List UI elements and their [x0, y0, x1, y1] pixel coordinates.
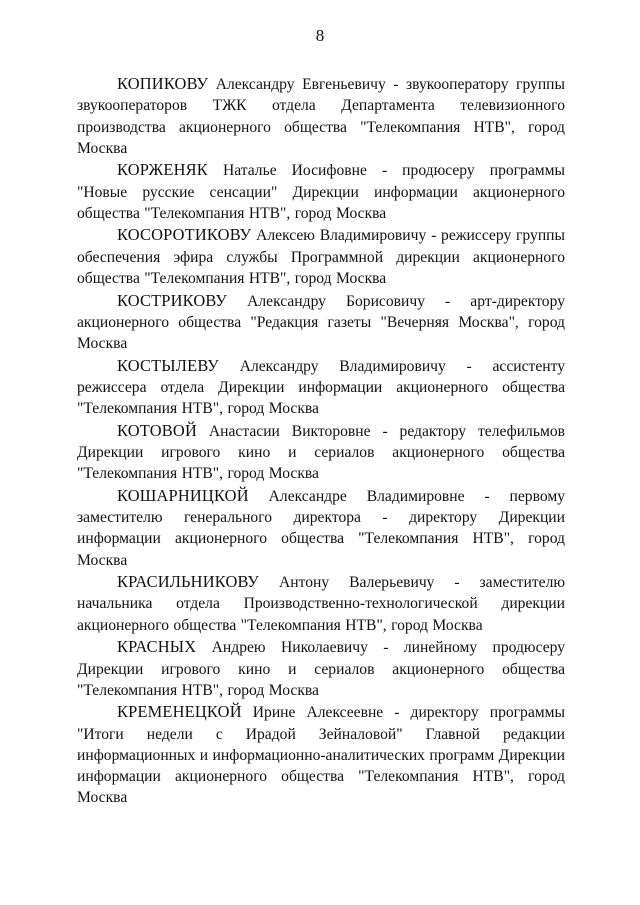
list-item — [77, 420, 565, 485]
entry-surname: КРАСИЛЬНИКОВУ — [117, 572, 260, 592]
list-item — [77, 73, 565, 159]
entry-text: Антону Валерьевичу - заместителю начальника отдела Производственно-технологической дирекции акционерного общества "Телекомпания НТВ", город Москва — [77, 574, 565, 634]
list-item — [77, 159, 565, 224]
entry-surname: КРЕМЕНЕЦКОЙ — [117, 702, 242, 722]
award-list — [77, 73, 565, 809]
entry-surname: КОСТРИКОВУ — [117, 290, 228, 310]
list-item — [77, 224, 565, 289]
entry-surname: КРАСНЫХ — [117, 637, 197, 657]
entry-text: Ирине Алексеевне - директору программы "Итоги недели с Ирадой Зейналовой" Главной редакции информационных и информационно-аналитических программ Дирекции информации акционерного общества "Телекомпания НТВ", город Москва — [77, 704, 565, 807]
entry-text: Александру Борисовичу - арт-директору акционерного общества "Редакция газеты "Вечерняя Москва", город Москва — [77, 292, 565, 353]
entry-surname: КОПИКОВУ — [117, 74, 209, 93]
list-item — [77, 636, 565, 701]
entry-text: Алексею Владимировичу - режиссеру группы обеспечения эфира службы Программной дирекции акционерного общества "Телекомпания НТВ", город Москва — [77, 227, 565, 288]
page-number: 8 — [315, 26, 325, 45]
entry-text: Андрею Николаевичу - линейному продюсеру Дирекции игрового кино и сериалов акционерного общества "Телекомпания НТВ", город Москва — [77, 639, 565, 699]
entry-text: Наталье Иосифовне - продюсеру программы "Новые русские сенсации" Дирекции информации акционерного общества "Телекомпания НТВ", город Москва — [77, 162, 565, 222]
list-item — [77, 290, 565, 355]
entry-text: Александру Владимировичу - ассистенту режиссера отдела Дирекции информации акционерного общества "Телекомпания НТВ", город Москва — [77, 357, 566, 418]
list-item — [77, 355, 565, 420]
list-item — [77, 571, 565, 636]
entry-text: Александру Евгеньевичу - звукооператору группы звукооператоров ТЖК отдела Департамента телевизионного производства акционерного общества "Телекомпания НТВ", город Москва — [77, 76, 565, 157]
entry-surname: КОТОВОЙ — [117, 420, 197, 440]
list-item — [77, 701, 565, 808]
entry-text: Анастасии Викторовне - редактору телефильмов Дирекции игрового кино и сериалов акционерного общества "Телекомпания НТВ", город Москва — [77, 422, 565, 483]
entry-surname: КОРЖЕНЯК — [117, 160, 208, 180]
list-item — [77, 485, 565, 571]
entry-surname: КОСОРОТИКОВУ — [117, 225, 252, 245]
entry-surname: КОШАРНИЦКОЙ — [117, 485, 249, 505]
entry-text: Александре Владимировне - первому заместителю генерального директора - директору Дирекции информации акционерного общества "Телекомпания НТВ", город Москва — [77, 487, 565, 569]
entry-surname: КОСТЫЛЕВУ — [117, 355, 219, 375]
